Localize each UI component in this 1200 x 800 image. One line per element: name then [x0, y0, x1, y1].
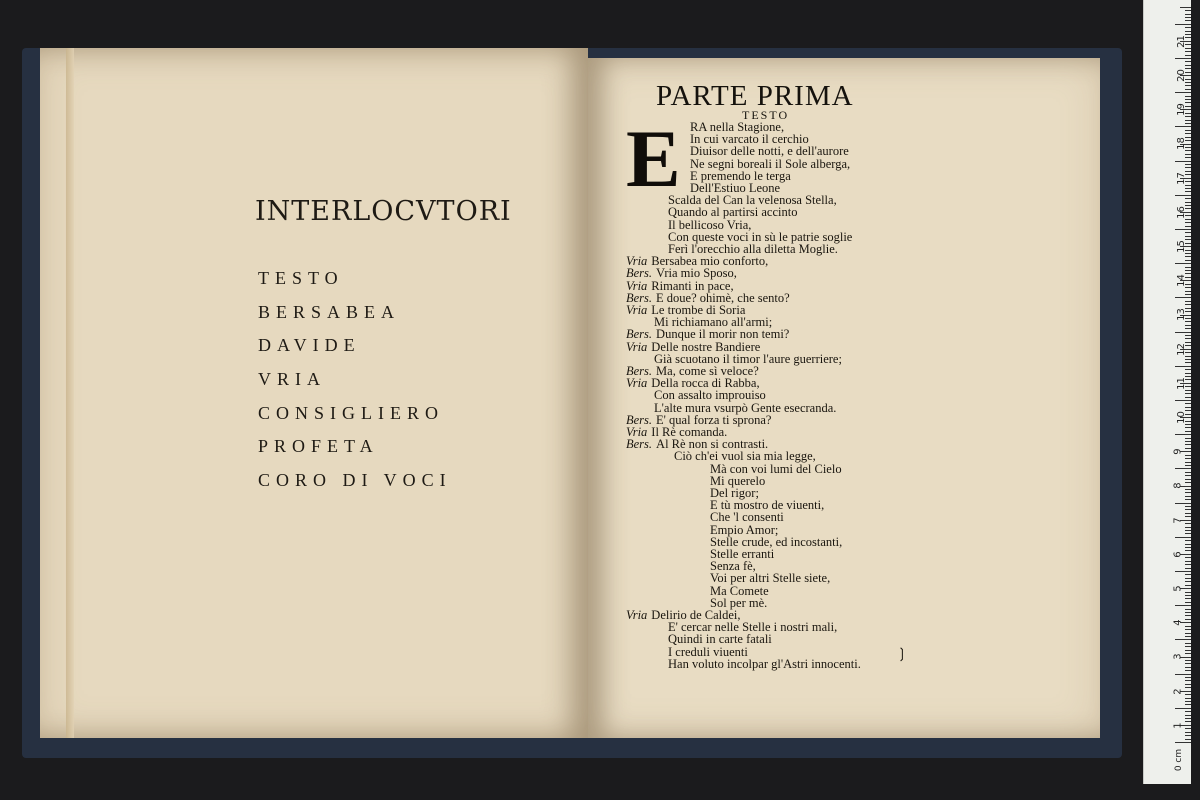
- ruler-tick: [1185, 619, 1191, 620]
- ruler-tick: [1185, 424, 1191, 425]
- ruler-tick: [1185, 499, 1191, 500]
- ruler-tick: [1175, 366, 1191, 367]
- ruler-tick: [1175, 229, 1191, 230]
- ruler-tick: [1185, 85, 1191, 86]
- speaker-label: Bers.: [626, 266, 653, 281]
- ruler-tick: [1185, 328, 1191, 329]
- ruler-tick: [1185, 711, 1191, 712]
- ruler-tick: [1185, 564, 1191, 565]
- verse-line-text: Le trombe di Soria: [651, 303, 746, 317]
- ruler-tick: [1175, 297, 1191, 298]
- verse-line-text: Mi querelo: [710, 473, 766, 488]
- ruler-tick: [1185, 732, 1191, 733]
- ruler-label: 4: [1172, 619, 1184, 626]
- ruler-tick: [1175, 24, 1191, 25]
- ruler-tick: [1185, 154, 1191, 155]
- ruler-tick: [1185, 550, 1191, 551]
- ruler-tick: [1185, 96, 1191, 97]
- ruler-tick: [1185, 489, 1191, 490]
- ruler-tick: [1185, 629, 1191, 630]
- ruler-tick: [1185, 226, 1191, 227]
- verse-line-text: Il bellicoso Vria,: [668, 217, 752, 232]
- ruler-tick: [1185, 441, 1191, 442]
- ruler-label: 15: [1175, 240, 1187, 253]
- ruler-tick: [1185, 17, 1191, 18]
- ruler-label: 1: [1172, 722, 1184, 729]
- ruler-tick: [1185, 513, 1191, 514]
- verse-line-text: Con assalto improuiso: [654, 388, 766, 403]
- ruler-tick: [1185, 479, 1191, 480]
- verse-line-text: Che 'l consenti: [710, 510, 784, 525]
- verse-line-text: Sol per mè.: [710, 595, 768, 610]
- verse-line-text: Ne segni boreali il Sole alberga,: [690, 156, 851, 171]
- ruler-tick: [1185, 338, 1191, 339]
- verse-line-text: Dell'Estiuo Leone: [690, 181, 781, 195]
- verse-line-text: Mà con voi lumi del Cielo: [710, 461, 842, 476]
- ruler-tick: [1185, 321, 1191, 322]
- cast-item: CORO DI VOCI: [258, 470, 452, 491]
- ruler-tick: [1185, 403, 1191, 404]
- ruler-tick: [1185, 516, 1191, 517]
- verse-line-text: Quindi in carte fatali: [668, 632, 772, 647]
- verse-line-text: Delirio de Caldei,: [651, 608, 741, 622]
- ruler-tick: [1185, 653, 1191, 654]
- ruler-tick: [1185, 721, 1191, 722]
- ruler-tick: [1185, 574, 1191, 575]
- ruler-tick: [1185, 602, 1191, 603]
- verse-line-text: I creduli viuenti: [668, 644, 748, 659]
- ruler-tick: [1175, 126, 1191, 127]
- verse-line-text: Delle nostre Bandiere: [651, 339, 761, 354]
- ruler-tick: [1175, 503, 1191, 504]
- ruler-tick: [1185, 51, 1191, 52]
- ruler-tick: [1185, 123, 1191, 124]
- ruler-tick: [1185, 291, 1191, 292]
- ruler-tick: [1185, 116, 1191, 117]
- ruler-tick: [1185, 362, 1191, 363]
- cast-item: VRIA: [258, 369, 326, 390]
- ruler-tick: [1185, 10, 1191, 11]
- verse-line-text: Con queste voci in sù le patrie soglie: [668, 229, 853, 244]
- speaker-label: Vria: [626, 254, 648, 269]
- ruler-label: 7: [1172, 516, 1184, 524]
- speaker-label: Bers.: [626, 412, 653, 427]
- ruler-tick: [1185, 448, 1191, 449]
- ruler-tick: [1185, 530, 1191, 531]
- ruler-tick: [1185, 684, 1191, 685]
- ruler-tick: [1175, 263, 1191, 264]
- ruler-label: 9: [1172, 448, 1184, 455]
- ruler-tick: [1185, 646, 1191, 647]
- ruler-tick: [1185, 164, 1191, 165]
- ruler-label: 10: [1175, 411, 1187, 424]
- speaker-label: Vria: [626, 303, 648, 317]
- ruler-tick: [1185, 369, 1191, 370]
- verse-line: [668, 657, 861, 671]
- ruler-tick: [1185, 55, 1191, 56]
- ruler-tick: [1185, 444, 1191, 445]
- verse-line-text: Rimanti in pace,: [651, 278, 734, 293]
- ruler-tick: [1185, 393, 1191, 394]
- ruler-label: 18: [1175, 137, 1187, 151]
- verse-line-text: Han voluto incolpar gl'Astri innocenti.: [668, 656, 861, 671]
- verse-line-text: Empio Amor;: [710, 522, 779, 537]
- cast-item: BERSABEA: [258, 301, 401, 322]
- speaker-label: Vria: [626, 608, 648, 622]
- speaker-label: Bers.: [626, 437, 653, 452]
- ruler-tick: [1185, 718, 1191, 719]
- verse-line-text: Quando al partirsi accinto: [668, 205, 798, 220]
- ruler-tick: [1185, 475, 1191, 476]
- ruler-tick: [1185, 472, 1191, 473]
- ruler-tick: [1185, 533, 1191, 534]
- ruler-tick: [1185, 585, 1191, 586]
- verse-line-text: Ferì l'orecchio alla diletta Moglie.: [668, 242, 838, 256]
- ruler-tick: [1185, 698, 1191, 699]
- ruler-tick: [1185, 27, 1191, 28]
- ruler-tick: [1185, 592, 1191, 593]
- ruler-tick: [1185, 492, 1191, 493]
- ruler-tick: [1185, 509, 1191, 510]
- verse-line-text: Diuisor delle notti, e dell'aurore: [690, 144, 849, 159]
- verse-line-text: In cui varcato il cerchio: [690, 132, 809, 147]
- ruler-tick: [1175, 195, 1191, 196]
- ruler-tick: [1185, 304, 1191, 305]
- verse-line-text: Ma Comete: [710, 583, 769, 598]
- verse-line-text: Voi per altri Stelle siete,: [710, 571, 831, 586]
- speaker-label: Vria: [626, 278, 648, 293]
- ruler-tick: [1175, 571, 1191, 572]
- ruler-tick: [1185, 287, 1191, 288]
- ruler-tick: [1185, 581, 1191, 582]
- ruler-tick: [1185, 31, 1191, 32]
- ruler-tick: [1185, 598, 1191, 599]
- ruler-tick: [1185, 325, 1191, 326]
- ruler-tick: [1185, 397, 1191, 398]
- ruler-tick: [1185, 407, 1191, 408]
- ruler-tick: [1185, 568, 1191, 569]
- ruler-unit: 0 cm: [1174, 748, 1185, 772]
- ruler-label: 19: [1175, 103, 1187, 117]
- ruler-tick: [1185, 48, 1191, 49]
- ruler-tick: [1175, 434, 1191, 435]
- ruler-label: 12: [1175, 342, 1187, 356]
- speaker-label: Vria: [626, 339, 648, 354]
- verse-line-text: Bersabea mio conforto,: [651, 254, 769, 269]
- cast-title: INTERLOCVTORI: [255, 196, 512, 227]
- ruler-label: 20: [1175, 69, 1187, 82]
- ruler-tick: [1185, 438, 1191, 439]
- ruler-tick: [1185, 359, 1191, 360]
- ruler-tick: [1185, 253, 1191, 254]
- closing-bracket-icon: ❳: [896, 647, 908, 662]
- speaker-label: Bers.: [626, 327, 653, 342]
- ruler-tick: [1175, 537, 1191, 538]
- ruler-tick: [1185, 431, 1191, 432]
- ruler-tick: [1185, 626, 1191, 627]
- verse-line-text: L'alte mura vsurpò Gente esecranda.: [654, 400, 837, 415]
- ruler-tick: [1185, 458, 1191, 459]
- ruler-label: 14: [1175, 274, 1187, 288]
- ruler-tick: [1185, 232, 1191, 233]
- ruler-label: 17: [1175, 171, 1187, 185]
- ruler-tick: [1185, 527, 1191, 528]
- ruler-tick: [1185, 650, 1191, 651]
- ruler-tick: [1185, 82, 1191, 83]
- ruler-tick: [1185, 198, 1191, 199]
- speaker-label: Vria: [626, 376, 648, 391]
- ruler-tick: [1185, 167, 1191, 168]
- ruler-tick: [1175, 605, 1191, 606]
- verse-line-text: E doue? ohimè, che sento?: [656, 290, 790, 305]
- cast-item: PROFETA: [258, 436, 379, 457]
- ruler-tick: [1185, 260, 1191, 261]
- ruler-tick: [1180, 7, 1191, 8]
- ruler-tick: [1185, 256, 1191, 257]
- ruler-tick: [1175, 468, 1191, 469]
- ruler-tick: [1185, 694, 1191, 695]
- verse-line-text: Senza fè,: [710, 559, 756, 574]
- ruler-tick: [1185, 373, 1191, 374]
- ruler-tick: [1185, 390, 1191, 391]
- ruler-tick: [1185, 482, 1191, 483]
- verse-line-text: Stelle erranti: [710, 547, 775, 561]
- ruler-tick: [1185, 236, 1191, 237]
- ruler-tick: [1185, 191, 1191, 192]
- cast-item: CONSIGLIERO: [258, 402, 444, 423]
- ruler-label: 5: [1172, 585, 1184, 592]
- speaker-label: Bers.: [626, 364, 653, 378]
- ruler-tick: [1175, 708, 1191, 709]
- ruler-tick: [1185, 609, 1191, 610]
- ruler-tick: [1185, 465, 1191, 466]
- ruler-tick: [1185, 89, 1191, 90]
- verse-line-text: Scalda del Can la velenosa Stella,: [668, 193, 837, 208]
- ruler-tick: [1185, 202, 1191, 203]
- part-title: PARTE PRIMA: [656, 80, 854, 112]
- ruler-label: 11: [1175, 376, 1187, 390]
- ruler-tick: [1175, 742, 1191, 743]
- ruler-tick: [1175, 161, 1191, 162]
- ruler-tick: [1185, 294, 1191, 295]
- ruler-tick: [1185, 506, 1191, 507]
- ruler-tick: [1185, 633, 1191, 634]
- ruler-tick: [1185, 335, 1191, 336]
- ruler-tick: [1185, 687, 1191, 688]
- ruler-label: 13: [1175, 308, 1187, 322]
- verse-line-text: E' qual forza ti sprona?: [656, 412, 772, 427]
- ruler-tick: [1185, 222, 1191, 223]
- ruler-tick: [1185, 615, 1191, 616]
- cast-item: DAVIDE: [258, 335, 361, 356]
- ruler-tick: [1185, 739, 1191, 740]
- ruler-label: 21: [1175, 34, 1187, 48]
- ruler-tick: [1185, 150, 1191, 151]
- ruler-tick: [1185, 660, 1191, 661]
- ruler-tick: [1185, 715, 1191, 716]
- section-subtitle: TESTO: [742, 108, 790, 122]
- ruler-label: 2: [1172, 687, 1184, 695]
- verse-line-text: Vria mio Sposo,: [656, 266, 737, 281]
- ruler-tick: [1185, 547, 1191, 548]
- ruler-tick: [1185, 578, 1191, 579]
- ruler-tick: [1185, 701, 1191, 702]
- ruler-tick: [1185, 595, 1191, 596]
- ruler-tick: [1175, 92, 1191, 93]
- verse-line-text: Al Rè non si contrasti.: [656, 437, 769, 452]
- ruler-tick: [1185, 20, 1191, 21]
- verse-line-text: Stelle crude, ed incostanti,: [710, 534, 843, 549]
- ruler-tick: [1185, 496, 1191, 497]
- ruler-tick: [1185, 643, 1191, 644]
- ruler-tick: [1185, 677, 1191, 678]
- ruler-tick: [1185, 704, 1191, 705]
- ruler-tick: [1185, 455, 1191, 456]
- ruler-label: 3: [1172, 653, 1184, 661]
- ruler-tick: [1185, 523, 1191, 524]
- verse-line-text: RA nella Stagione,: [690, 120, 785, 134]
- ruler-tick: [1175, 400, 1191, 401]
- ruler-tick: [1185, 636, 1191, 637]
- ruler-tick: [1175, 58, 1191, 59]
- ruler-tick: [1185, 670, 1191, 671]
- ruler-tick: [1185, 301, 1191, 302]
- ruler-tick: [1185, 61, 1191, 62]
- ruler-tick: [1185, 130, 1191, 131]
- verse-line-text: E tù mostro de viuenti,: [710, 498, 825, 513]
- ruler-tick: [1185, 99, 1191, 100]
- verse-line-text: Del rigor;: [710, 486, 759, 500]
- ruler-tick: [1185, 65, 1191, 66]
- verse-line-text: E' cercar nelle Stelle i nostri mali,: [668, 620, 838, 635]
- ruler-tick: [1185, 133, 1191, 134]
- ruler-tick: [1185, 120, 1191, 121]
- speaker-label: Vria: [626, 425, 648, 439]
- verse-line-text: Ma, come sì veloce?: [656, 364, 759, 378]
- ruler-tick: [1185, 663, 1191, 664]
- ruler-label: 8: [1172, 482, 1184, 490]
- cast-item: TESTO: [258, 268, 344, 288]
- verse-line-text: E premendo le terga: [690, 168, 791, 183]
- verse-line-text: Il Rè comanda.: [651, 425, 728, 439]
- verse-line-text: Già scuotano il timor l'aure guerriere;: [654, 351, 842, 366]
- ruler-tick: [1185, 540, 1191, 541]
- ruler-tick: [1185, 157, 1191, 158]
- ruler-tick: [1175, 332, 1191, 333]
- ruler-tick: [1185, 557, 1191, 558]
- ruler-tick: [1185, 427, 1191, 428]
- ruler-tick: [1185, 219, 1191, 220]
- measuring-ruler: [1143, 0, 1191, 784]
- ruler-tick: [1185, 267, 1191, 268]
- ruler-tick: [1185, 544, 1191, 545]
- verse-line-text: Dunque il morir non temi?: [656, 327, 790, 342]
- speaker-label: Bers.: [626, 290, 653, 305]
- ruler-label: 16: [1175, 205, 1187, 219]
- ruler-tick: [1185, 561, 1191, 562]
- drop-cap: E: [626, 113, 681, 204]
- verse-line-text: Mi richiamano all'armi;: [654, 315, 773, 330]
- ruler-tick: [1185, 188, 1191, 189]
- verse-line-text: Della rocca di Rabba,: [651, 376, 760, 391]
- ruler-tick: [1175, 674, 1191, 675]
- ruler-tick: [1185, 735, 1191, 736]
- ruler-tick: [1185, 680, 1191, 681]
- ruler-tick: [1185, 728, 1191, 729]
- ruler-tick: [1185, 667, 1191, 668]
- ruler-label: 6: [1172, 551, 1184, 558]
- ruler-tick: [1185, 270, 1191, 271]
- verse-line-text: Ciò ch'ei vuol sia mia legge,: [674, 449, 816, 464]
- ruler-tick: [1185, 612, 1191, 613]
- ruler-tick: [1185, 14, 1191, 15]
- ruler-tick: [1185, 462, 1191, 463]
- ruler-tick: [1175, 639, 1191, 640]
